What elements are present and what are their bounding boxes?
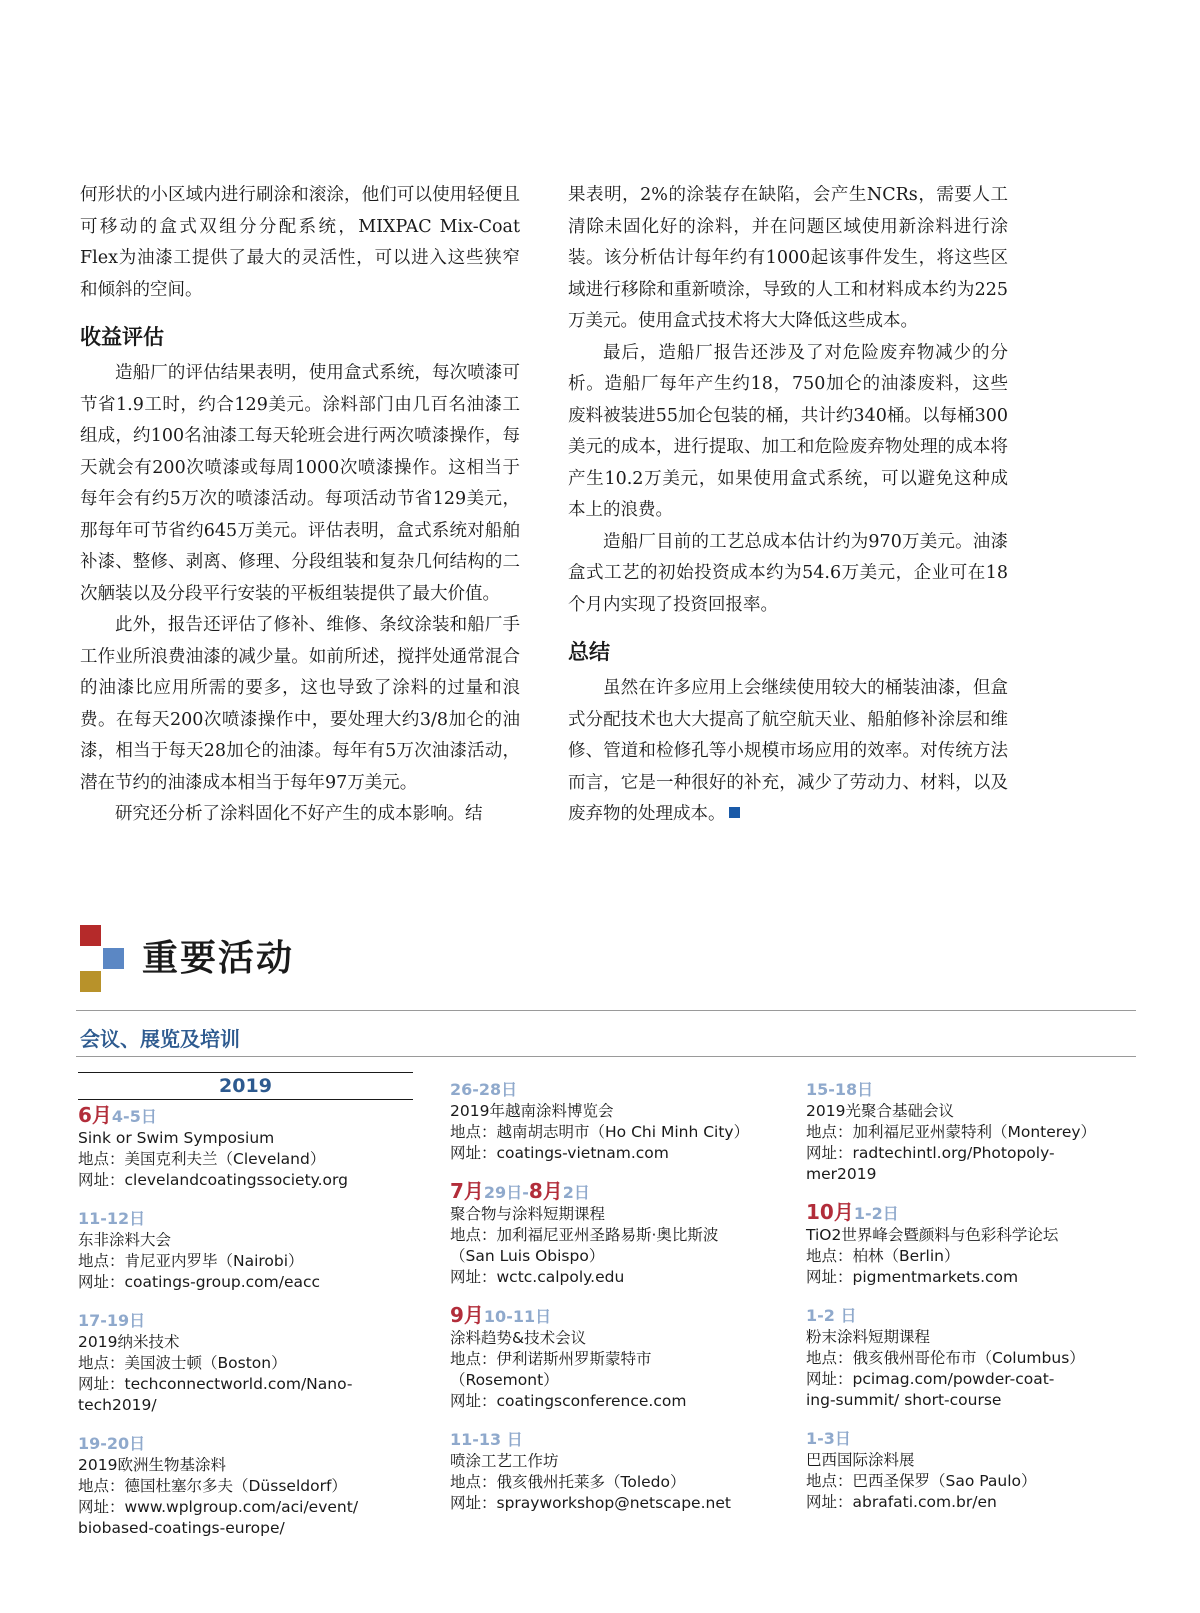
event-location: 地点：肯尼亚内罗毕（Nairobi） [78,1252,304,1270]
event-location: 地点：越南胡志明市（Ho Chi Minh City） [450,1123,750,1141]
event-date [806,1427,1146,1450]
event-location: 地点：加利福尼亚州圣路易斯·奥比斯波 （San Luis Obispo） [450,1226,719,1265]
event-date [450,1180,790,1204]
event-month: 9月 [450,1303,484,1327]
event-item [78,1309,418,1416]
event-item [450,1180,790,1288]
event-date [806,1304,1146,1327]
event-name: 东非涂料大会 [78,1231,172,1249]
event-url: 网址：coatings-vietnam.com [450,1144,669,1162]
event-location: 地点：巴西圣保罗（Sao Paulo） [806,1472,1037,1490]
events-column-1 [78,1072,418,1555]
event-url: 网址：coatingsconference.com [450,1392,687,1410]
logo-red-block [80,925,101,946]
event-day: 2日 [562,1183,590,1202]
event-date [78,1432,418,1455]
event-name: 涂料趋势&技术会议 [450,1329,587,1347]
event-name: 喷涂工艺工作坊 [450,1452,559,1470]
event-day: 29日- [483,1183,529,1202]
paragraph: 何形状的小区域内进行刷涂和滚涂，他们可以使用轻便且可移动的盒式双组分分配系统，MIXPAC Mix-Coat Flex为油漆工提供了最大的灵活性，可以进入这些狭窄和倾斜的空间。 [80,185,520,300]
summary-text: 虽然在许多应用上会继续使用较大的桶装油漆，但盒式分配技术也大大提高了航空航天业、船舶修补涂层和维修、管道和检修孔等小规模市场应用的效率。对传统方法而言，它是一种很好的补充，减少了劳动力、材料，以及废弃物的处理成本。 [568,678,1008,824]
event-name: 2019光聚合基础会议 [806,1102,954,1120]
event-location: 地点：美国克利夫兰（Cleveland） [78,1150,326,1168]
event-url: 网址：radtechintl.org/Photopoly- mer2019 [806,1144,1055,1183]
article-left-column [80,180,520,831]
event-day: 1-2日 [853,1204,899,1223]
event-name: 2019纳米技术 [78,1333,180,1351]
event-url: 网址：coatings-group.com/eacc [78,1273,321,1291]
divider [76,1056,1136,1057]
event-date [806,1201,1146,1225]
event-item [806,1201,1146,1288]
event-date [450,1428,790,1451]
event-day: 10-11日 [483,1307,552,1326]
event-day: 11-12日 [78,1209,146,1228]
event-item [806,1427,1146,1513]
event-month: 10月 [806,1200,854,1224]
article-right-column [568,180,1008,831]
event-day: 19-20日 [78,1434,146,1453]
event-name: 粉末涂料短期课程 [806,1328,931,1346]
event-location: 地点：俄亥俄州托莱多（Toledo） [450,1473,686,1491]
paragraph-summary [568,673,1008,831]
paragraph: 此外，报告还评估了修补、维修、条纹涂装和船厂手工作业所浪费油漆的减少量。如前所述，搅拌处通常混合的油漆比应用所需的要多，这也导致了涂料的过量和浪费。在每天200次喷漆操作中，要处理大约3/8加仑的油漆，相当于每天28加仑的油漆。每年有5万次油漆活动，潜在节约的油漆成本相当于每年97万美元。 [80,615,520,793]
event-item [450,1078,790,1164]
event-location: 地点：加利福尼亚州蒙特利（Monterey） [806,1123,1097,1141]
section-heading-summary: 总结 [568,640,610,664]
event-location: 地点：美国波士顿（Boston） [78,1354,287,1372]
event-url: 网址：pcimag.com/powder-coat- ing-summit/ short-course [806,1370,1055,1409]
event-url: 网址：techconnectworld.com/Nano- tech2019/ [78,1375,353,1414]
divider [76,1010,1136,1011]
event-location: 地点：俄亥俄州哥伦布市（Columbus） [806,1349,1085,1367]
event-location: 地点：德国杜塞尔多夫（Düsseldorf） [78,1477,347,1495]
event-name: Sink or Swim Symposium [78,1129,275,1147]
event-day: 11-13 日 [450,1430,523,1449]
event-url: 网址：clevelandcoatingssociety.org [78,1171,348,1189]
event-item [450,1428,790,1514]
event-item [450,1304,790,1412]
event-day: 4-5日 [111,1107,157,1126]
paragraph: 最后，造船厂报告还涉及了对危险废弃物减少的分析。造船厂每年产生约18，750加仑的油漆废料，这些废料被装进55加仑包装的桶，共计约340桶。以每桶300美元的成本，进行提取、加工和危险废弃物处理的成本将产生10.2万美元，如果使用盒式系统，可以避免这种成本上的浪费。 [568,342,1008,520]
event-month: 6月 [78,1103,112,1127]
logo-gold-block [80,971,101,992]
event-item [78,1207,418,1293]
event-date [78,1104,418,1128]
event-url: 网址：wctc.calpoly.edu [450,1268,625,1286]
event-name: 2019年越南涂料博览会 [450,1102,614,1120]
paragraph: 研究还分析了涂料固化不好产生的成本影响。结 [115,804,483,824]
event-name: 巴西国际涂料展 [806,1451,915,1469]
event-date [450,1078,790,1101]
event-month: 8月 [528,1179,563,1203]
event-name: TiO2世界峰会暨颜料与色彩科学论坛 [806,1226,1059,1244]
event-day: 1-2 日 [806,1306,857,1325]
logo-blue-block [103,948,124,969]
section-heading-benefit: 收益评估 [80,325,164,349]
event-item [78,1104,418,1191]
events-column-3 [806,1078,1146,1529]
event-location: 地点：柏林（Berlin） [806,1247,960,1265]
event-date [78,1207,418,1230]
event-day: 15-18日 [806,1080,874,1099]
year-heading: 2019 [78,1072,413,1100]
event-name: 聚合物与涂料短期课程 [450,1205,606,1223]
events-title: 重要活动 [142,938,295,979]
end-mark-icon [729,807,740,818]
event-name: 2019欧洲生物基涂料 [78,1456,226,1474]
event-item [806,1304,1146,1411]
event-url: 网址：abrafati.com.br/en [806,1493,997,1511]
event-url: 网址：pigmentmarkets.com [806,1268,1019,1286]
event-date [78,1309,418,1332]
event-item [806,1078,1146,1185]
section-logo-icon [80,925,126,995]
event-location: 地点：伊利诺斯州罗斯蒙特市 （Rosemont） [450,1350,652,1389]
events-subtitle: 会议、展览及培训 [80,1027,240,1051]
event-url: 网址：sprayworkshop@netscape.net [450,1494,731,1512]
paragraph: 造船厂目前的工艺总成本估计约为970万美元。油漆盒式工艺的初始投资成本约为54.6万美元，企业可在18个月内实现了投资回报率。 [568,531,1008,615]
paragraph: 造船厂的评估结果表明，使用盒式系统，每次喷漆可节省1.9工时，约合129美元。涂料部门由几百名油漆工组成，约100名油漆工每天轮班会进行两次喷漆操作，每天就会有200次喷漆或每周1000次喷漆操作。这相当于每年会有约5万次的喷漆活动。每项活动节省129美元，那每年可节省约645万美元。评估表明，盒式系统对船舶补漆、整修、剥离、修理、分段组装和复杂几何结构的二次舾装以及分段平行安装的平板组装提供了最大价值。 [80,363,520,604]
event-date [450,1304,790,1328]
event-day: 26-28日 [450,1080,518,1099]
event-month: 7月 [450,1179,484,1203]
event-item [78,1432,418,1539]
paragraph: 果表明，2%的涂装存在缺陷，会产生NCRs，需要人工清除未固化好的涂料，并在问题区域使用新涂料进行涂装。该分析估计每年约有1000起该事件发生，将这些区域进行移除和重新喷涂，导致的人工和材料成本约为225万美元。使用盒式技术将大大降低这些成本。 [568,185,1008,331]
event-date [806,1078,1146,1101]
event-day: 17-19日 [78,1311,146,1330]
events-column-2 [450,1078,790,1530]
event-day: 1-3日 [806,1429,851,1448]
event-url: 网址：www.wplgroup.com/aci/event/ biobased-coatings-europe/ [78,1498,359,1537]
